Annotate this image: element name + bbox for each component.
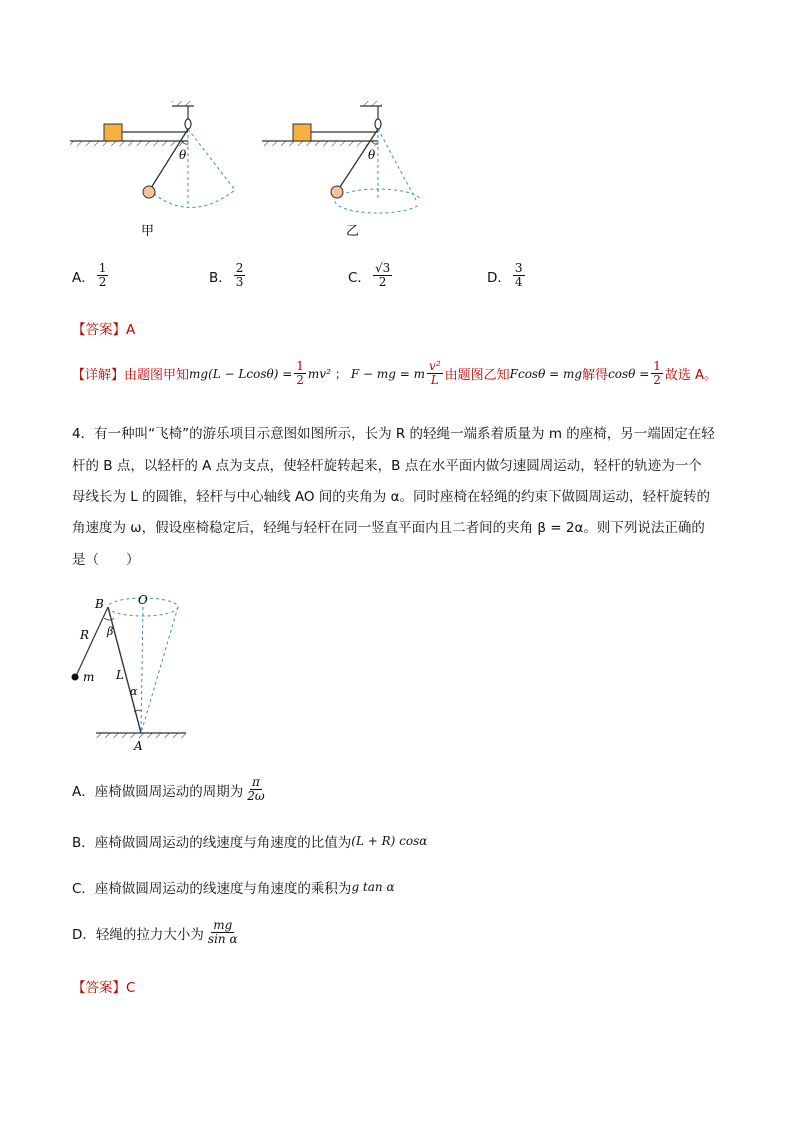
rod-l-label: L [116,668,124,682]
q4-stem-line-1: 4．有一种叫“飞椅”的游乐项目示意图如图所示，长为 R 的轻绳一端系着质量为 m 的座椅，另一端固定在轻 [72,426,715,442]
detail-text-3: 解得 [582,368,609,384]
q3-detail [72,360,717,387]
detail-text-1: 由题图甲知 [124,368,190,384]
q4-stem-line-3: 母线长为 L 的圆锥，轻杆与中心轴线 AO 间的夹角为 α。同时座椅在轻绳的约束下做圆周运动，轻杆旋转的 [72,489,710,505]
mass-m-label: m [83,670,95,684]
option-text: A．座椅做圆周运动的周期为 [72,783,244,800]
figure-yi [262,101,420,239]
detail-text-4: 故选 A。 [664,368,717,384]
ball-yi [331,186,343,198]
answer-tag: 【答案】 [72,980,126,996]
theta-label-jia: θ [179,148,187,162]
beta-label: β [107,625,114,638]
seat-ball [72,674,79,681]
option-text: C．座椅做圆周运动的线速度与角速度的乘积为 [72,881,352,897]
option-expression: g tan α [351,880,395,894]
option-text: B．座椅做圆周运动的线速度与角速度的比值为 [72,835,352,851]
detail-tag: 【详解】 [72,368,125,384]
option-expression: (L + R) cosα [351,834,428,848]
detail-text-2: 由题图乙知 [444,368,510,384]
option-letter: A． [72,269,95,286]
point-b-label: B [95,597,104,611]
option-text: D．轻绳的拉力大小为 [72,926,204,943]
equation-4-left: cosθ = [608,366,650,381]
label-jia: 甲 [141,224,155,239]
equation-1-right: mv² [307,366,331,381]
q3-answer [72,318,135,338]
label-yi: 乙 [346,224,360,239]
q3-option-c [348,262,394,289]
option-fraction: $\frac{3}{4}$ [514,261,523,290]
answer-value: A [126,322,136,338]
equation-2-left: F − mg = m [350,366,426,381]
option-letter: C． [348,269,371,286]
q3-option-a [72,262,110,289]
q4-stem-line-4: 角速度为 ω，假设座椅稳定后，轻绳与轻杆在同一竖直平面内且二者间的夹角 β = 2α。则下列说法正确的 [72,520,705,536]
q4-stem-line-2: 杆的 B 点，以轻杆的 A 点为支点，使轻杆旋转起来，B 点在水平面内做匀速圆周运动，轻杆的轨迹为一个 [72,458,702,474]
q4-option-d [72,919,242,946]
flying-chair-figure [66,590,196,755]
ball-jia [143,186,155,198]
equation-4-fraction: $\frac{1}{2}$ [653,359,661,388]
q4-option-a [72,776,269,803]
theta-label-yi: θ [368,148,376,162]
option-letter: B． [209,269,232,286]
q4-stem-line-5: 是（ ） [72,552,140,568]
q3-option-b [209,262,247,289]
alpha-label: α [130,685,138,698]
block-jia [104,124,122,141]
option-fraction: $\frac{1}{2}$ [98,261,107,290]
point-o-label: O [138,593,148,607]
point-a-label: A [134,739,143,753]
block-yi [293,124,311,141]
q4-answer [72,976,135,996]
option-fraction: $\frac{mg}{\text{sin α}}$ [207,918,238,947]
answer-tag: 【答案】 [72,322,126,338]
option-fraction: $\frac{2}{3}$ [235,261,244,290]
option-fraction: $\frac{√3}{2}$ [374,261,391,290]
separator: ； [334,367,347,382]
option-letter: D． [487,269,511,286]
answer-value: C [126,980,136,996]
equation-3: Fcosθ = mg [509,366,583,381]
rope-r-label: R [80,628,90,642]
figure-jia [70,101,235,239]
equation-1-fraction: $\frac{1}{2}$ [296,359,304,388]
option-fraction: $\frac{\pi}{2\omega}$ [247,775,265,804]
q3-option-d [487,262,527,289]
q4-option-c [72,877,395,897]
equation-2-fraction: $\frac{\text{v²}}{L}$ [429,359,441,388]
q4-option-b [72,831,427,851]
pendulum-figures [60,95,420,240]
equation-1-left: mg(L − Lcosθ) = [189,366,293,381]
